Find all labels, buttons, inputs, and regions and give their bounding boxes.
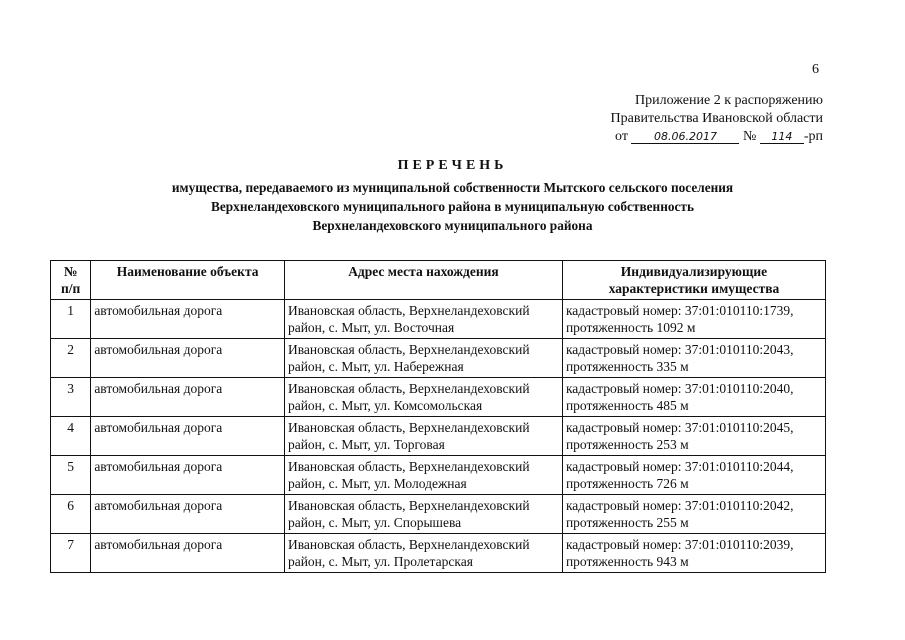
row-number: 4 xyxy=(51,417,91,456)
address-line2: район, с. Мыт, ул. Пролетарская xyxy=(287,554,473,569)
header-characteristics xyxy=(562,261,825,300)
object-address xyxy=(284,495,562,534)
appendix-line2: Правительства Ивановской области xyxy=(610,111,823,126)
table-header-row xyxy=(51,261,826,300)
header-num-line1: № xyxy=(63,264,78,279)
length-line: протяженность 485 м xyxy=(565,398,689,413)
length-line: протяженность 943 м xyxy=(565,554,689,569)
row-number: 1 xyxy=(51,300,91,339)
object-characteristics xyxy=(562,378,825,417)
object-name: автомобильная дорога xyxy=(91,378,285,417)
object-characteristics xyxy=(562,534,825,573)
row-number: 3 xyxy=(51,378,91,417)
table-row xyxy=(51,534,826,573)
cadastral-line: кадастровый номер: 37:01:010110:2039, xyxy=(565,537,794,552)
object-characteristics xyxy=(562,339,825,378)
appendix-line3 xyxy=(611,128,823,146)
object-address xyxy=(284,339,562,378)
header-address: Адрес места нахождения xyxy=(284,261,562,300)
number-suffix: -рп xyxy=(803,129,823,144)
page-number: 6 xyxy=(812,62,819,77)
object-characteristics xyxy=(562,456,825,495)
cadastral-line: кадастровый номер: 37:01:010110:2045, xyxy=(565,420,794,435)
cadastral-line: кадастровый номер: 37:01:010110:2042, xyxy=(565,498,794,513)
header-num-line2: п/п xyxy=(61,281,81,296)
appendix-line1: Приложение 2 к распоряжению xyxy=(635,93,823,108)
object-characteristics xyxy=(562,300,825,339)
table-row xyxy=(51,300,826,339)
header-char-line1: Индивидуализирующие xyxy=(620,264,768,279)
appendix-block xyxy=(611,92,823,146)
cadastral-line: кадастровый номер: 37:01:010110:1739, xyxy=(565,303,794,318)
address-line2: район, с. Мыт, ул. Молодежная xyxy=(287,476,467,491)
object-address xyxy=(284,534,562,573)
cadastral-line: кадастровый номер: 37:01:010110:2044, xyxy=(565,459,794,474)
address-line1: Ивановская область, Верхнеландеховский xyxy=(287,498,530,513)
address-line2: район, с. Мыт, ул. Торговая xyxy=(287,437,445,452)
document-title: ПЕРЕЧЕНЬ xyxy=(397,158,508,173)
table-body xyxy=(51,300,826,573)
handwritten-date: 08.06.2017 xyxy=(631,130,739,144)
table-row xyxy=(51,378,826,417)
header-num xyxy=(51,261,91,300)
length-line: протяженность 253 м xyxy=(565,437,689,452)
table-row xyxy=(51,339,826,378)
address-line2: район, с. Мыт, ул. Спорышева xyxy=(287,515,462,530)
number-label: № xyxy=(742,129,757,144)
subtitle-line2: Верхнеландеховского муниципального района в муниципальную собственность xyxy=(211,199,694,214)
address-line1: Ивановская область, Верхнеландеховский xyxy=(287,459,530,474)
length-line: протяженность 335 м xyxy=(565,359,689,374)
row-number: 5 xyxy=(51,456,91,495)
address-line1: Ивановская область, Верхнеландеховский xyxy=(287,342,530,357)
length-line: протяженность 726 м xyxy=(565,476,689,491)
handwritten-number: 114 xyxy=(760,130,804,144)
object-address xyxy=(284,378,562,417)
object-name: автомобильная дорога xyxy=(91,456,285,495)
address-line1: Ивановская область, Верхнеландеховский xyxy=(287,537,530,552)
address-line1: Ивановская область, Верхнеландеховский xyxy=(287,420,530,435)
address-line2: район, с. Мыт, ул. Комсомольская xyxy=(287,398,483,413)
property-table xyxy=(50,260,826,573)
subtitle-line1: имущества, передаваемого из муниципальной собственности Мытского сельского поселения xyxy=(171,180,734,195)
cadastral-line: кадастровый номер: 37:01:010110:2043, xyxy=(565,342,794,357)
header-name: Наименование объекта xyxy=(91,261,285,300)
address-line1: Ивановская область, Верхнеландеховский xyxy=(287,381,530,396)
object-address xyxy=(284,456,562,495)
subtitle-line3: Верхнеландеховского муниципального района xyxy=(312,218,593,233)
from-label: от xyxy=(615,129,628,144)
header-char-line2: характеристики имущества xyxy=(608,281,780,296)
address-line2: район, с. Мыт, ул. Набережная xyxy=(287,359,464,374)
cadastral-line: кадастровый номер: 37:01:010110:2040, xyxy=(565,381,794,396)
row-number: 2 xyxy=(51,339,91,378)
document-subtitle xyxy=(80,178,825,235)
table-row xyxy=(51,417,826,456)
row-number: 6 xyxy=(51,495,91,534)
object-address xyxy=(284,417,562,456)
length-line: протяженность 1092 м xyxy=(565,320,696,335)
object-name: автомобильная дорога xyxy=(91,495,285,534)
table-row xyxy=(51,495,826,534)
length-line: протяженность 255 м xyxy=(565,515,689,530)
row-number: 7 xyxy=(51,534,91,573)
table-row xyxy=(51,456,826,495)
object-name: автомобильная дорога xyxy=(91,300,285,339)
address-line2: район, с. Мыт, ул. Восточная xyxy=(287,320,455,335)
object-address xyxy=(284,300,562,339)
object-name: автомобильная дорога xyxy=(91,339,285,378)
object-name: автомобильная дорога xyxy=(91,417,285,456)
object-characteristics xyxy=(562,417,825,456)
address-line1: Ивановская область, Верхнеландеховский xyxy=(287,303,530,318)
object-characteristics xyxy=(562,495,825,534)
object-name: автомобильная дорога xyxy=(91,534,285,573)
